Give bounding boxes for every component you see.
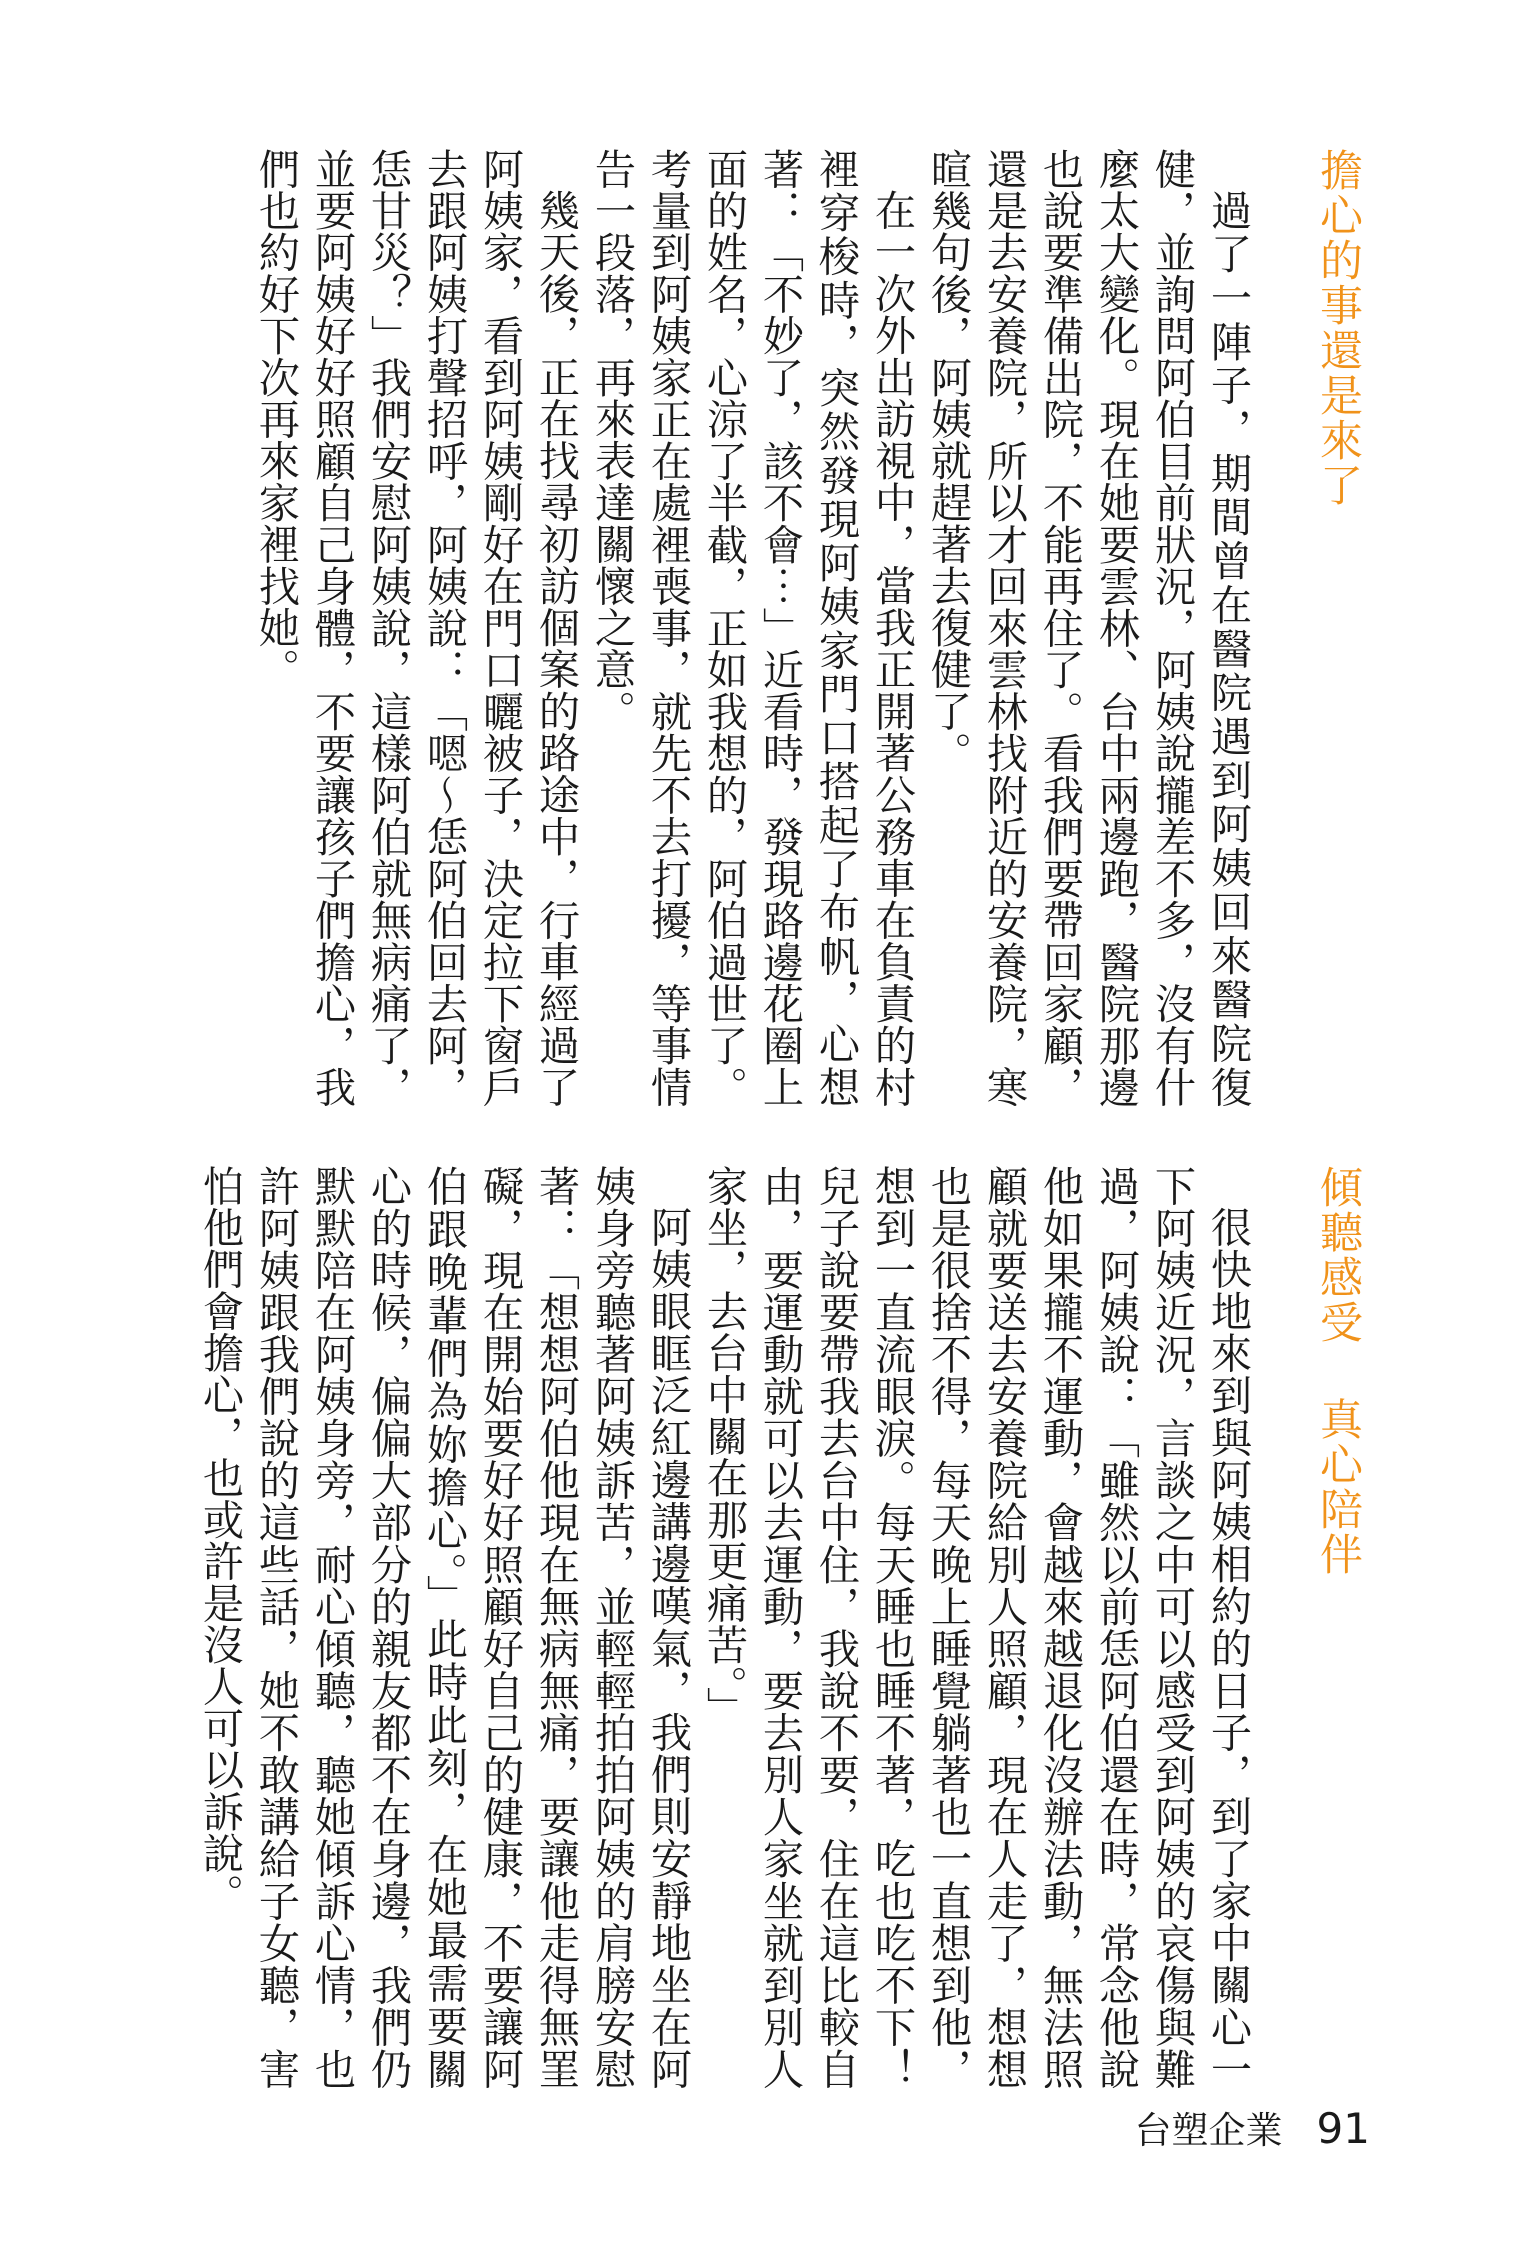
company-name: 台塑企業 bbox=[1134, 2109, 1283, 2152]
paragraph: 阿姨眼眶泛紅邊講邊嘆氣，我們則安靜地坐在阿姨身旁聽著阿姨訴苦，並輕輕拍拍阿姨的肩膀安慰著：「想想阿伯他現在無病無痛，要讓他走得無罣礙，現在開始要好好照顧好自己的健康，不要讓阿伯跟晚輩們為妳擔心。」此時此刻，在她最需要關心的時候，偏偏大部分的親友都不在身邊，我們仍默默陪在阿姨身旁，耐心傾聽，聽她傾訴心情，也許阿姨跟我們說的這些話，她不敢講給子女聽，害怕他們會擔心，也或許是沒人可以訴說。 bbox=[196, 1165, 692, 2090]
paragraph: 很快地來到與阿姨相約的日子，到了家中關心一下阿姨近況，言談之中可以感受到阿姨的哀傷與難過，阿姨說：「雖然以前恁阿伯還在時，常念他說他如果攏不運動，會越來越退化沒辦法動，無法照顧就要送去安養院給別人照顧，現在人走了，想想也是很捨不得，每天晚上睡覺躺著也一直想到他，想到一直流眼淚。每天睡也睡不著，吃也吃不下！兒子說要帶我去台中住，我說不要，住在這比較自由，要運動就可以去運動，要去別人家坐就到別人家坐，去台中關在那更痛苦。」 bbox=[700, 1165, 1252, 2090]
page-footer bbox=[1135, 2100, 1370, 2154]
paragraph: 在一次外出訪視中，當我正開著公務車在負責的村裡穿梭時，突然發現阿姨家門口搭起了布帆，心想著：「不妙了，該不會⋯」近看時，發現路邊花圈上面的姓名，心涼了半截，正如我想的，阿伯過世了。考量到阿姨家正在處裡喪事，就先不去打擾，等事情告一段落，再來表達關懷之意。 bbox=[588, 148, 916, 1108]
section-listening bbox=[196, 1165, 1366, 2090]
paragraph: 過了一陣子，期間曾在醫院遇到阿姨回來醫院復健，並詢問阿伯目前狀況，阿姨說攏差不多，沒有什麼太大變化。現在她要雲林、台中兩邊跑，醫院那邊也說要準備出院，不能再住了。看我們要帶回家顧，還是去安養院，所以才回來雲林找附近的安養院，寒暄幾句後，阿姨就趕著去復健了。 bbox=[924, 148, 1252, 1108]
section-heading: 擔心的事還是來了 bbox=[1313, 148, 1363, 508]
page-number: 91 bbox=[1316, 2104, 1370, 2153]
section-heading: 傾聽感受 真心陪伴 bbox=[1313, 1165, 1363, 1577]
section-worry bbox=[216, 148, 1366, 1108]
paragraph: 幾天後，正在找尋初訪個案的路途中，行車經過了阿姨家，看到阿姨剛好在門口曬被子，決定拉下窗戶去跟阿姨打聲招呼，阿姨說：「嗯～恁阿伯回去阿，恁甘災？」我們安慰阿姨說，這樣阿伯就無病痛了，並要阿姨好好照顧自己身體，不要讓孩子們擔心，我們也約好下次再來家裡找她。 bbox=[252, 148, 580, 1108]
